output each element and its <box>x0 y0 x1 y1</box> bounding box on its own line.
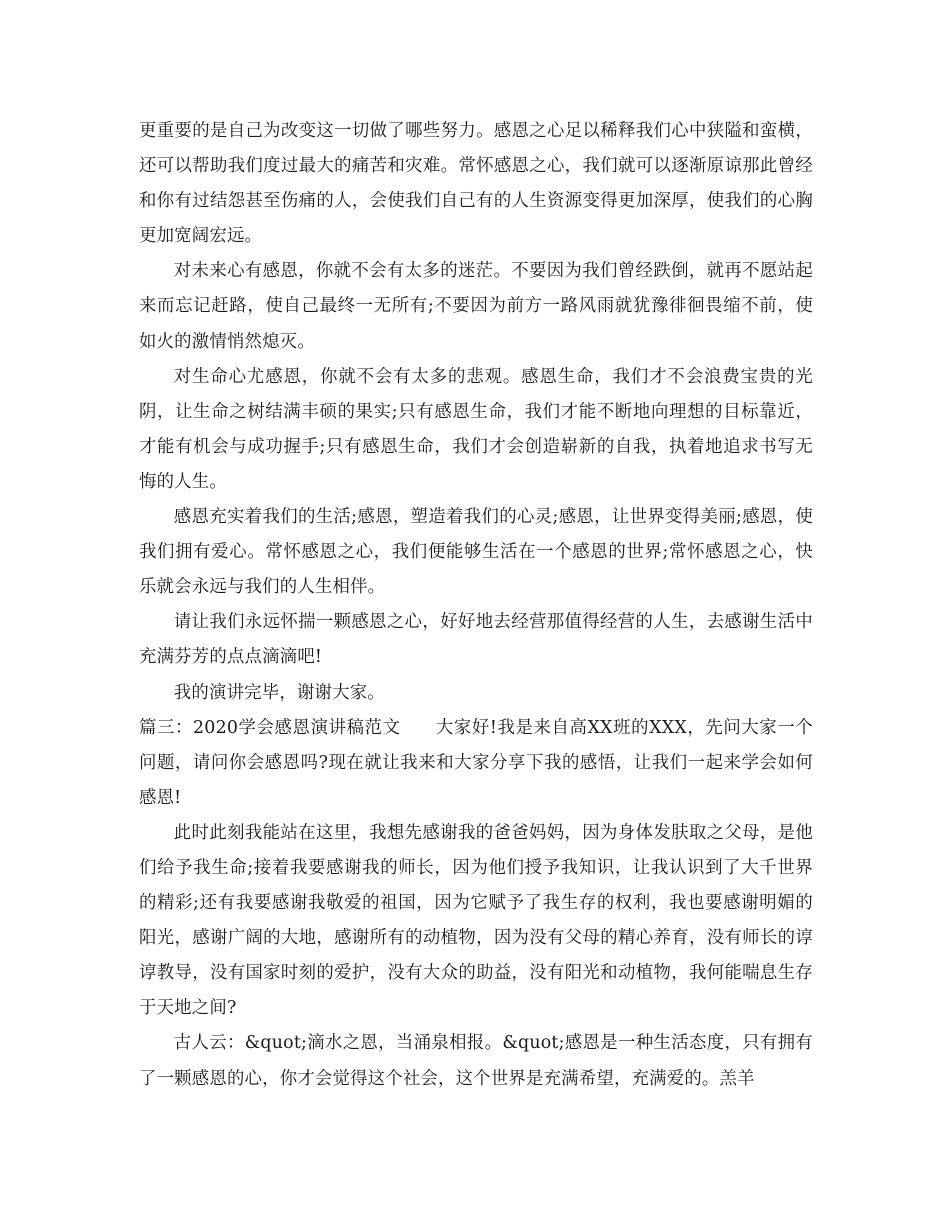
paragraph: 对未来心有感恩，你就不会有太多的迷茫。不要因为我们曾经跌倒，就再不愿站起来而忘记赶路，使自己最终一无所有;不要因为前方一路风雨就犹豫徘徊畏缩不前，使如火的激情悄然熄灭。 <box>139 261 813 352</box>
paragraph: 我的演讲完毕，谢谢大家。 <box>173 682 385 703</box>
paragraph: 感恩充实着我们的生活;感恩，塑造着我们的心灵;感恩，让世界变得美丽;感恩，使我们拥有爱心。常怀感恩之心，我们便能够生活在一个感恩的世界;常怀感恩之心，快乐就会永远与我们的人生相伴。 <box>139 507 813 598</box>
paragraph: 此时此刻我能站在这里，我想先感谢我的爸爸妈妈，因为身体发肤取之父母，是他们给予我生命;接着我要感谢我的师长，因为他们授予我知识，让我认识到了大千世界的精彩;还有我要感谢我敬爱的祖国，因为它赋予了我生存的权利，我也要感谢明媚的阳光，感谢广阔的大地，感谢所有的动植物，因为没有父母的精心养育，没有师长的谆谆教导，没有国家时刻的爱护，没有大众的助益，没有阳光和动植物，我何能喘息生存于天地之间? <box>139 822 813 1019</box>
paragraph: 请让我们永远怀揣一颗感恩之心，好好地去经营那值得经营的人生，去感谢生活中充满芬芳的点点滴滴吧! <box>139 612 813 668</box>
section-intro: 大家好!我是来自高XX班的XXX，先问大家一个问题，请问你会感恩吗?现在就让我来和大家分享下我的感悟，让我们一起来学会如何感恩! <box>139 717 813 808</box>
document-body <box>139 114 813 1097</box>
section-heading: 篇三：2020学会感恩演讲稿范文 <box>139 717 401 738</box>
section-paragraph <box>139 711 813 816</box>
paragraph: 对生命心尤感恩，你就不会有太多的悲观。感恩生命，我们才不会浪费宝贵的光阴，让生命之树结满丰硕的果实;只有感恩生命，我们才能不断地向理想的目标靠近，才能有机会与成功握手;只有感恩生命，我们才会创造崭新的自我，执着地追求书写无悔的人生。 <box>139 366 813 492</box>
paragraph: 更重要的是自己为改变这一切做了哪些努力。感恩之心足以稀释我们心中狭隘和蛮横，还可以帮助我们度过最大的痛苦和灾难。常怀感恩之心，我们就可以逐渐原谅那此曾经和你有过结怨甚至伤痛的人，会使我们自己有的人生资源变得更加深厚，使我们的心胸更加宽阔宏远。 <box>139 121 813 247</box>
paragraph: 古人云：&quot;滴水之恩，当涌泉相报。&quot;感恩是一种生活态度，只有拥有了一颗感恩的心，你才会觉得这个社会，这个世界是充满希望，充满爱的。羔羊 <box>139 1033 813 1089</box>
